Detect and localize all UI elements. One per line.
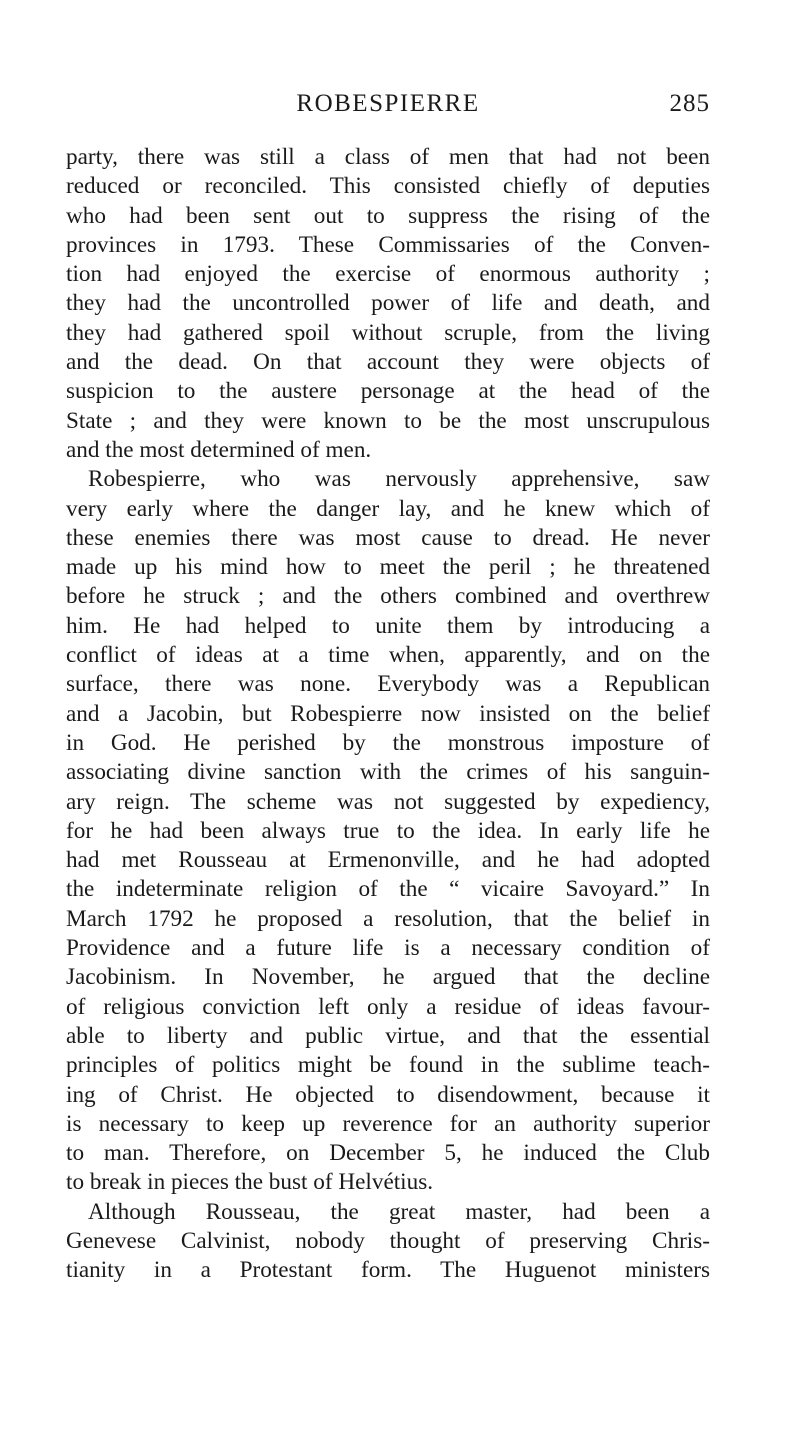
text-line: tianity in a Protestant form. The Huguenot ministers (66, 1257, 710, 1284)
text-line: party, there was still a class of men that had not been (66, 144, 710, 170)
text-line: before he struck ; and the others combined and overthrew (66, 583, 710, 610)
text-line: provinces in 1793. These Commissaries of the Conven- (66, 231, 710, 258)
text-line: suspicion to the austere personage at the head of the (66, 378, 710, 405)
text-line: to break in pieces the bust of Helvétius. (66, 1169, 434, 1196)
text-line: State ; and they were known to be the most unscrupulous (66, 407, 710, 434)
page-number: 285 (669, 90, 710, 117)
text-line: of religious conviction left only a residue of ideas favour- (66, 993, 710, 1020)
text-line: for he had been always true to the idea. In early life he (66, 817, 710, 844)
body-text (66, 143, 710, 1286)
text-line: had met Rousseau at Ermenonville, and he had adopted (66, 847, 710, 874)
text-line: to man. Therefore, on December 5, he induced the Club (66, 1140, 710, 1167)
text-line: conflict of ideas at a time when, apparently, and on the (66, 642, 710, 669)
text-line: Although Rousseau, the great master, had been a (88, 1198, 710, 1225)
text-line: able to liberty and public virtue, and that the essential (66, 1022, 710, 1049)
text-line: who had been sent out to suppress the rising of the (66, 202, 710, 229)
text-line: Jacobinism. In November, he argued that the decline (66, 964, 710, 991)
running-title: ROBESPIERRE (296, 90, 480, 117)
text-line: and the dead. On that account they were objects of (66, 349, 710, 376)
text-line: Robespierre, who was nervously apprehensive, saw (88, 466, 710, 493)
page-header (66, 90, 710, 124)
text-line: they had the uncontrolled power of life and death, and (66, 290, 710, 317)
text-line: made up his mind how to meet the peril ; he threatened (66, 554, 710, 581)
text-line: principles of politics might be found in the sublime teach- (66, 1052, 710, 1079)
text-line: associating divine sanction with the crimes of his sanguin- (66, 759, 710, 786)
text-line: the indeterminate religion of the “ vicaire Savoyard.” In (66, 876, 710, 903)
text-line: reduced or reconciled. This consisted chiefly of deputies (66, 173, 710, 200)
text-line: they had gathered spoil without scruple, from the living (66, 319, 710, 346)
text-line: in God. He perished by the monstrous imposture of (66, 729, 710, 756)
text-line: March 1792 he proposed a resolution, that the belief in (66, 905, 710, 932)
text-line: these enemies there was most cause to dread. He never (66, 524, 710, 551)
text-line: him. He had helped to unite them by introducing a (66, 612, 710, 639)
text-line: and a Jacobin, but Robespierre now insisted on the belief (66, 700, 710, 727)
text-line: ing of Christ. He objected to disendowment, because it (66, 1081, 710, 1108)
text-line: tion had enjoyed the exercise of enormous authority ; (66, 261, 710, 288)
text-line: and the most determined of men. (66, 436, 372, 463)
text-line: very early where the danger lay, and he knew which of (66, 495, 710, 522)
text-line: surface, there was none. Everybody was a Republican (66, 671, 710, 698)
text-line: Providence and a future life is a necessary condition of (66, 935, 710, 962)
text-line: is necessary to keep up reverence for an authority superior (66, 1110, 710, 1137)
text-line: Genevese Calvinist, nobody thought of preserving Chris- (66, 1227, 710, 1254)
text-line: ary reign. The scheme was not suggested by expediency, (66, 788, 710, 815)
